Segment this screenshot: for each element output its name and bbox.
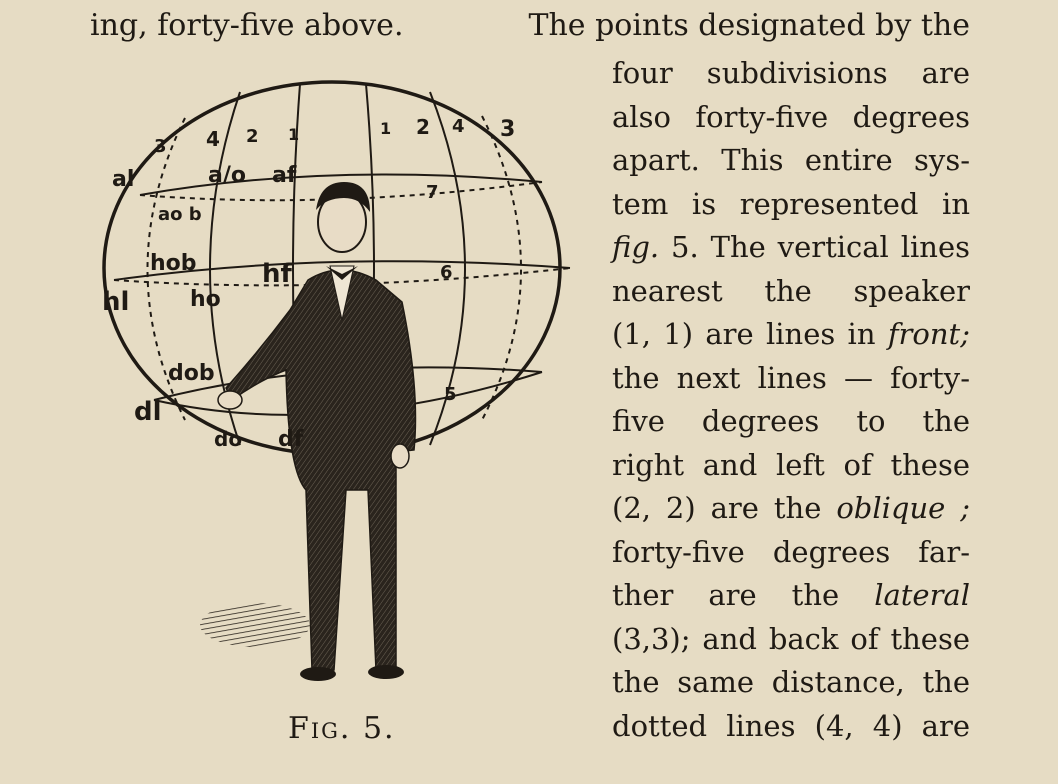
text-line: dotted lines (4, 4) are xyxy=(612,708,970,743)
top-line-right: The points designated by the xyxy=(528,8,970,43)
text-line: the same distance, the xyxy=(612,665,970,699)
text-line: forty-five degrees far- xyxy=(612,534,970,569)
label-df: df xyxy=(278,427,304,452)
label-af: af xyxy=(272,163,297,188)
label-3-left: 3 xyxy=(154,136,167,157)
label-7: 7 xyxy=(426,182,439,203)
text-line: also forty-five degrees xyxy=(612,99,970,134)
italic-oblique: oblique ; xyxy=(836,491,970,525)
label-hob: hob xyxy=(150,251,197,276)
figure-5 xyxy=(90,70,590,710)
label-ho: ho xyxy=(190,287,221,312)
italic-lateral: lateral xyxy=(874,578,970,612)
text-fragment: (2, 2) are the xyxy=(612,491,837,525)
text-line: four subdivisions are xyxy=(612,56,970,90)
text-column xyxy=(612,52,970,748)
label-1-right: 1 xyxy=(380,119,392,138)
text-line: nearest the speaker xyxy=(612,273,970,308)
floor-shadow xyxy=(200,603,310,647)
label-dl: dl xyxy=(134,397,162,427)
text-line: tem is represented in xyxy=(612,186,970,221)
text-line: (3,3); and back of these xyxy=(612,621,970,656)
top-line-left: ing, forty-five above. xyxy=(90,8,404,43)
text-line xyxy=(612,226,970,270)
figure-caption: Fig. 5. xyxy=(288,711,396,746)
label-al: al xyxy=(112,167,135,192)
text-line: right and left of these xyxy=(612,447,970,482)
label-3-right: 3 xyxy=(500,117,516,142)
label-hl: hl xyxy=(102,287,130,317)
text-line xyxy=(612,574,970,618)
label-hf: hf xyxy=(262,259,292,289)
text-line: apart. This entire sys- xyxy=(612,143,970,177)
label-aob: ao b xyxy=(158,204,202,225)
top-text-line xyxy=(90,6,970,46)
label-4-left: 4 xyxy=(206,127,220,151)
text-fragment: 5. The vertical lines xyxy=(659,230,970,264)
label-dob: dob xyxy=(168,361,215,386)
label-ao: a/o xyxy=(208,163,246,188)
label-6: 6 xyxy=(440,262,453,283)
text-line: five degrees to the xyxy=(612,404,970,438)
label-2-left: 2 xyxy=(246,126,259,147)
label-2-right: 2 xyxy=(416,115,430,139)
sphere-figure-illustration xyxy=(90,70,590,710)
label-do: do xyxy=(214,427,243,451)
label-1-left: 1 xyxy=(288,125,300,144)
text-line: the next lines — forty- xyxy=(612,360,970,395)
label-4-right: 4 xyxy=(452,116,465,137)
text-line xyxy=(612,313,970,357)
text-line xyxy=(612,487,970,531)
italic-front: front; xyxy=(887,317,970,351)
label-5: 5 xyxy=(444,384,457,405)
fig-ref: fig. xyxy=(612,230,660,264)
text-fragment: ther are the xyxy=(612,578,875,612)
text-fragment: (1, 1) are lines in xyxy=(612,317,888,351)
